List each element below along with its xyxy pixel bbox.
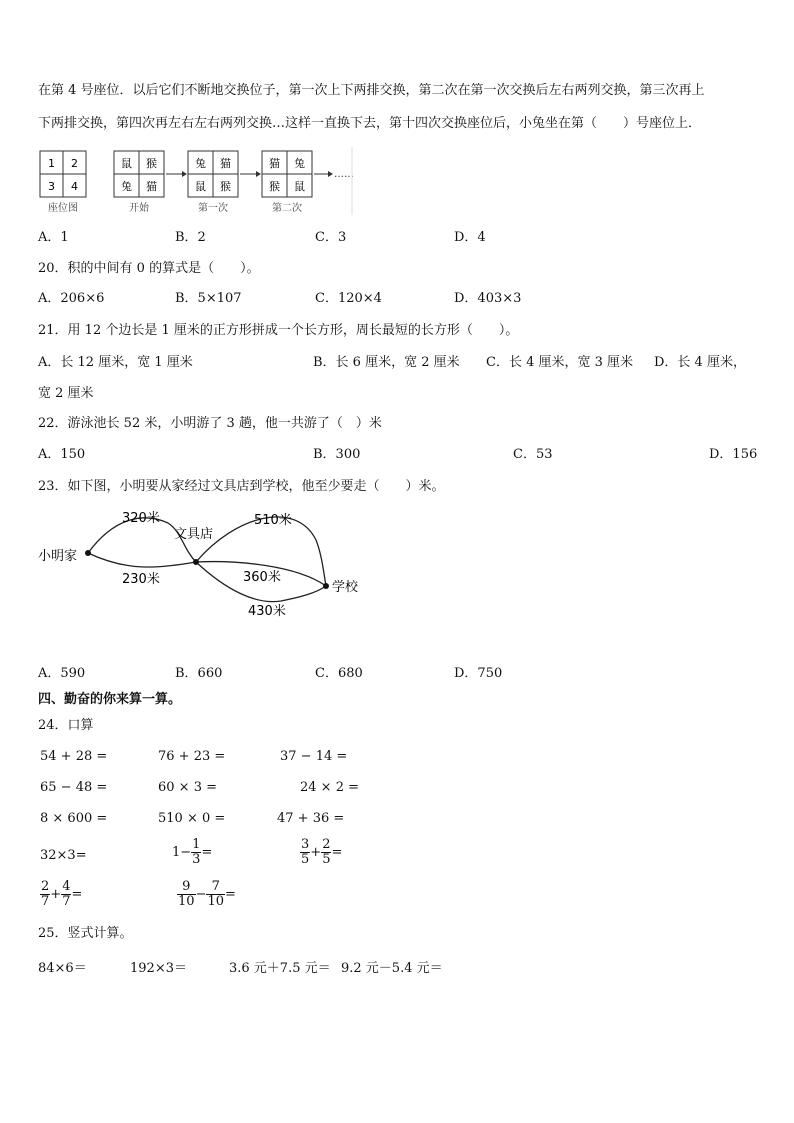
fraction <box>177 880 196 909</box>
oral-calc-item: 54 + 28 = <box>40 749 108 764</box>
option-b[interactable]: B．660 <box>175 666 223 681</box>
route-lower-230 <box>88 553 196 567</box>
fraction <box>61 880 71 909</box>
denominator: 7 <box>41 894 50 909</box>
question-21-text: 21．用 12 个边长是 1 厘米的正方形拼成一个长方形，周长最短的长方形（ ）。 <box>38 323 519 338</box>
vertical-calc-item: 84×6＝ <box>38 961 87 976</box>
first-swap-grid <box>188 151 238 214</box>
vertical-calc-item: 192×3＝ <box>130 961 187 976</box>
oral-calc-item: 37 − 14 = <box>280 749 348 764</box>
animal-label: 鼠 <box>195 180 206 193</box>
expr-part: = <box>331 845 343 860</box>
distance-label: 360米 <box>243 570 281 585</box>
option-b[interactable]: B．长 6 厘米，宽 2 厘米 <box>313 355 460 370</box>
vertical-calc-item: 9.2 元－5.4 元＝ <box>341 961 443 976</box>
arrow-icon <box>314 171 333 177</box>
numerator: 7 <box>206 880 225 895</box>
home-point <box>85 550 91 556</box>
oral-calc-item: 47 + 36 = <box>277 811 345 826</box>
animal-label: 猫 <box>220 157 231 170</box>
seat-number: 1 <box>48 157 55 170</box>
option-a[interactable]: A．1 <box>38 230 69 245</box>
animal-label: 猴 <box>269 180 280 193</box>
option-a[interactable]: A．206×6 <box>38 291 105 306</box>
animal-label: 兔 <box>294 157 305 170</box>
oral-calc-item: 510 × 0 = <box>158 811 226 826</box>
question-19-line-1: 在第 4 号座位．以后它们不断地交换位子，第一次上下两排交换，第二次在第一次交换后左右两列交换，第三次再上 <box>38 83 705 98</box>
oral-calc-item: 76 + 23 = <box>158 749 226 764</box>
question-19-line-2: 下两排交换，第四次再左右左右两列交换…这样一直换下去，第十四次交换座位后，小兔坐在第（ ）号座位上． <box>38 116 702 131</box>
animal-label: 鼠 <box>121 157 132 170</box>
home-label: 小明家 <box>38 549 78 564</box>
animal-label: 猴 <box>146 157 157 170</box>
denominator: 5 <box>322 852 331 867</box>
option-c[interactable]: C．长 4 厘米，宽 3 厘米 <box>486 355 634 370</box>
numerator: 2 <box>322 837 331 852</box>
seat-number: 2 <box>71 157 78 170</box>
numerator: 3 <box>301 837 310 852</box>
oral-calc-item: 60 × 3 = <box>158 780 217 795</box>
animal-label: 兔 <box>121 180 132 193</box>
expr-part: − <box>195 887 207 902</box>
arrow-icon <box>240 171 261 177</box>
fraction <box>191 838 201 867</box>
distance-label: 510米 <box>254 513 292 528</box>
option-d-continuation: 宽 2 厘米 <box>38 386 94 401</box>
fraction <box>206 880 225 909</box>
option-b[interactable]: B．5×107 <box>175 291 242 306</box>
oral-calc-item: 24 × 2 = <box>300 780 359 795</box>
option-c[interactable]: C．680 <box>315 666 363 681</box>
option-a[interactable]: A．590 <box>38 666 86 681</box>
option-c[interactable]: C．53 <box>513 447 553 462</box>
seat-swap-figure <box>36 145 356 217</box>
fraction <box>321 838 331 867</box>
numerator: 9 <box>177 880 196 895</box>
arrow-icon <box>166 171 187 177</box>
continuation-dots: …… <box>334 169 354 180</box>
section-4-title: 四、勤奋的你来算一算。 <box>38 692 182 707</box>
distance-label: 430米 <box>248 604 286 619</box>
option-d[interactable]: D．长 4 厘米， <box>654 355 746 370</box>
option-d[interactable]: D．4 <box>454 230 486 245</box>
numerator: 4 <box>62 879 71 894</box>
animal-label: 鼠 <box>294 180 305 193</box>
oral-calc-item: 32×3= <box>40 848 87 863</box>
expr-part: + <box>310 845 322 860</box>
expr-part: + <box>50 887 62 902</box>
animal-label: 猫 <box>146 180 157 193</box>
distance-label: 230米 <box>122 572 160 587</box>
option-d[interactable]: D．156 <box>709 447 758 462</box>
fraction <box>300 838 310 867</box>
numerator: 2 <box>41 879 50 894</box>
vertical-calc-item: 3.6 元＋7.5 元＝ <box>229 961 331 976</box>
denominator: 10 <box>178 894 195 909</box>
question-25-title: 25．竖式计算。 <box>38 926 133 941</box>
expr-part: 1− <box>172 845 192 860</box>
denominator: 7 <box>62 894 71 909</box>
start-grid <box>114 151 164 214</box>
figure-caption: 第一次 <box>198 203 228 214</box>
fraction-expression <box>177 880 236 909</box>
distance-label: 320米 <box>122 511 160 526</box>
denominator: 3 <box>192 852 201 867</box>
figure-caption: 开始 <box>129 203 149 214</box>
oral-calc-item: 65 − 48 = <box>40 780 108 795</box>
seat-number: 3 <box>48 180 55 193</box>
option-b[interactable]: B．300 <box>313 447 361 462</box>
option-d[interactable]: D．750 <box>454 666 503 681</box>
question-20-text: 20．积的中间有 0 的算式是（ ）。 <box>38 261 260 276</box>
option-a[interactable]: A．长 12 厘米，宽 1 厘米 <box>38 355 193 370</box>
option-a[interactable]: A．150 <box>38 447 86 462</box>
option-d[interactable]: D．403×3 <box>454 291 522 306</box>
fraction <box>40 880 50 909</box>
seat-grid <box>40 151 86 214</box>
second-swap-grid <box>262 151 312 214</box>
school-label: 学校 <box>332 580 359 595</box>
school-point <box>323 583 329 589</box>
denominator: 10 <box>207 894 224 909</box>
expr-part: = <box>225 887 236 902</box>
fraction-expression <box>300 838 342 867</box>
figure-caption: 第二次 <box>272 203 302 214</box>
option-c[interactable]: C．120×4 <box>315 291 382 306</box>
question-23-text: 23．如下图，小明要从家经过文具店到学校，他至少要走（ ）米。 <box>38 479 445 494</box>
seat-number: 4 <box>71 180 78 193</box>
store-point <box>193 559 199 565</box>
expr-part: = <box>71 887 83 902</box>
figure-caption: 座位图 <box>48 203 78 214</box>
fraction-expression <box>40 880 82 909</box>
question-24-title: 24．口算 <box>38 718 94 733</box>
route-map <box>36 505 376 625</box>
animal-label: 猫 <box>269 157 280 170</box>
oral-calc-item: 8 × 600 = <box>40 811 108 826</box>
option-c[interactable]: C．3 <box>315 230 347 245</box>
fraction-expression <box>172 838 212 867</box>
animal-label: 兔 <box>195 157 206 170</box>
denominator: 5 <box>301 852 310 867</box>
numerator: 1 <box>192 837 201 852</box>
store-label: 文具店 <box>174 527 214 542</box>
animal-label: 猴 <box>220 180 231 193</box>
option-b[interactable]: B．2 <box>175 230 206 245</box>
expr-part: = <box>201 845 213 860</box>
question-22-text: 22．游泳池长 52 米，小明游了 3 趟，他一共游了（ ）米 <box>38 416 382 431</box>
